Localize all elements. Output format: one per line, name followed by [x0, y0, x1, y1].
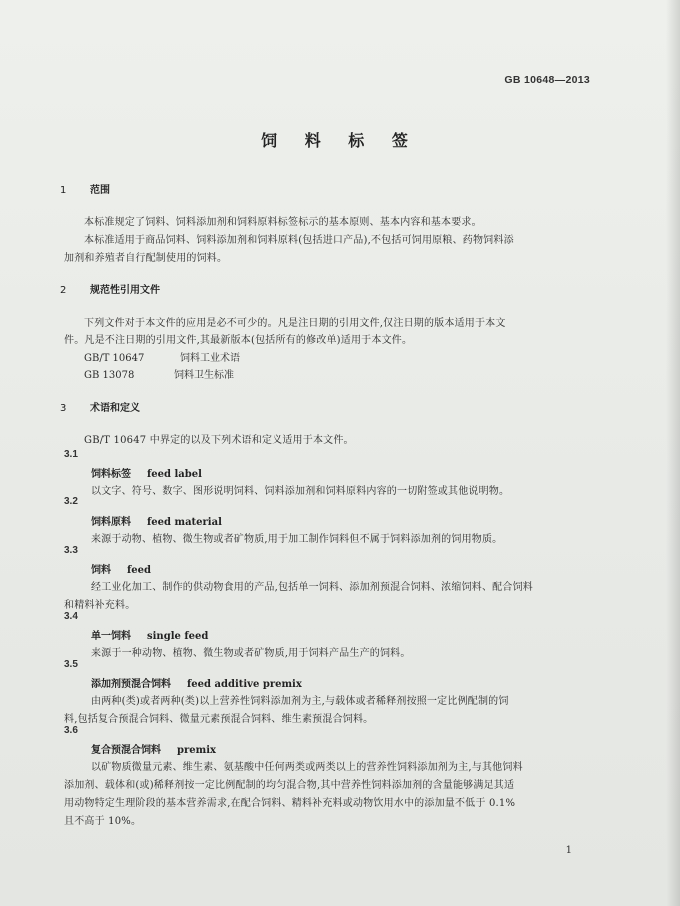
reference-code: GB 13078 — [84, 370, 135, 381]
paragraph: 本标准规定了饲料、饲料添加剂和饲料原料标签标示的基本原则、基本内容和基本要求。 — [84, 217, 482, 228]
clause-number: 3.2 — [64, 496, 78, 507]
term-definition: 以矿物质微量元素、维生素、氨基酸中任何两类或两类以上的营养性饲料添加剂为主,与其他饲料 — [91, 762, 523, 773]
term-heading — [91, 465, 202, 480]
term-heading — [91, 561, 151, 576]
reference-name: 饲料工业术语 — [180, 353, 240, 364]
term-definition: 用动物特定生理阶段的基本营养需求,在配合饲料、精料补充料或动物饮用水中的添加量不低于 0.1% — [64, 798, 516, 809]
term-zh: 饲料原料 — [91, 517, 131, 528]
section-number: 2 — [60, 285, 67, 296]
reference-item — [84, 349, 240, 364]
section-title: 范围 — [90, 185, 110, 196]
clause-number: 3.6 — [64, 725, 78, 736]
term-definition: 来源于动物、植物、微生物或者矿物质,用于加工制作饲料但不属于饲料添加剂的饲用物质。 — [91, 534, 503, 545]
term-heading — [91, 627, 208, 642]
section-intro: GB/T 10647 中界定的以及下列术语和定义适用于本文件。 — [84, 435, 354, 446]
clause-number: 3.4 — [64, 611, 78, 622]
term-zh: 饲料 — [91, 565, 111, 576]
reference-item — [84, 366, 234, 381]
term-heading — [91, 675, 302, 690]
term-en: feed additive premix — [187, 679, 302, 690]
paragraph: 下列文件对于本文件的应用是必不可少的。凡是注日期的引用文件,仅注日期的版本适用于本文 — [84, 318, 506, 329]
section-number: 3 — [60, 403, 67, 414]
clause-number: 3.5 — [64, 659, 78, 670]
section-1-heading — [60, 181, 110, 196]
term-definition: 和精料补充料。 — [64, 600, 136, 611]
clause-number: 3.1 — [64, 449, 78, 460]
paragraph: 本标准适用于商品饲料、饲料添加剂和饲料原料(包括进口产品),不包括可饲用原粮、药物饲料添 — [84, 235, 514, 246]
term-en: feed — [127, 565, 152, 576]
term-zh: 单一饲料 — [91, 631, 131, 642]
term-en: single feed — [147, 631, 209, 642]
section-number: 1 — [60, 185, 67, 196]
term-zh: 复合预混合饲料 — [91, 745, 161, 756]
term-en: premix — [177, 745, 216, 756]
section-title: 规范性引用文件 — [90, 285, 160, 296]
term-definition: 且不高于 10%。 — [64, 816, 142, 827]
term-heading — [91, 741, 216, 756]
page-number: 1 — [565, 845, 572, 856]
reference-code: GB/T 10647 — [84, 353, 145, 364]
term-en: feed material — [147, 517, 222, 528]
term-definition: 来源于一种动物、植物、微生物或者矿物质,用于饲料产品生产的饲料。 — [91, 648, 411, 659]
term-definition: 料,包括复合预混合饲料、微量元素预混合饲料、维生素预混合饲料。 — [64, 714, 374, 725]
document-title: 饲 料 标 签 — [261, 131, 419, 150]
section-title: 术语和定义 — [90, 403, 140, 414]
clause-number: 3.3 — [64, 545, 78, 556]
term-zh: 饲料标签 — [91, 469, 131, 480]
paragraph: 件。凡是不注日期的引用文件,其最新版本(包括所有的修改单)适用于本文件。 — [64, 335, 413, 346]
term-heading — [91, 513, 222, 528]
term-definition: 添加剂、载体和(或)稀释剂按一定比例配制的均匀混合物,其中营养性饲料添加剂的含量能够满足其适 — [64, 780, 515, 791]
reference-name: 饲料卫生标准 — [174, 370, 234, 381]
term-definition: 经工业化加工、制作的供动物食用的产品,包括单一饲料、添加剂预混合饲料、浓缩饲料、配合饲料 — [91, 582, 533, 593]
term-definition: 由两种(类)或者两种(类)以上营养性饲料添加剂为主,与载体或者稀释剂按照一定比例配制的饲 — [91, 696, 509, 707]
section-3-heading — [60, 399, 140, 414]
term-definition: 以文字、符号、数字、图形说明饲料、饲料添加剂和饲料原料内容的一切附签或其他说明物。 — [91, 486, 510, 497]
term-zh: 添加剂预混合饲料 — [91, 679, 171, 690]
standard-number: GB 10648—2013 — [504, 74, 590, 86]
term-en: feed label — [147, 469, 202, 480]
section-2-heading — [60, 281, 160, 296]
paragraph: 加剂和养殖者自行配制使用的饲料。 — [64, 253, 228, 264]
